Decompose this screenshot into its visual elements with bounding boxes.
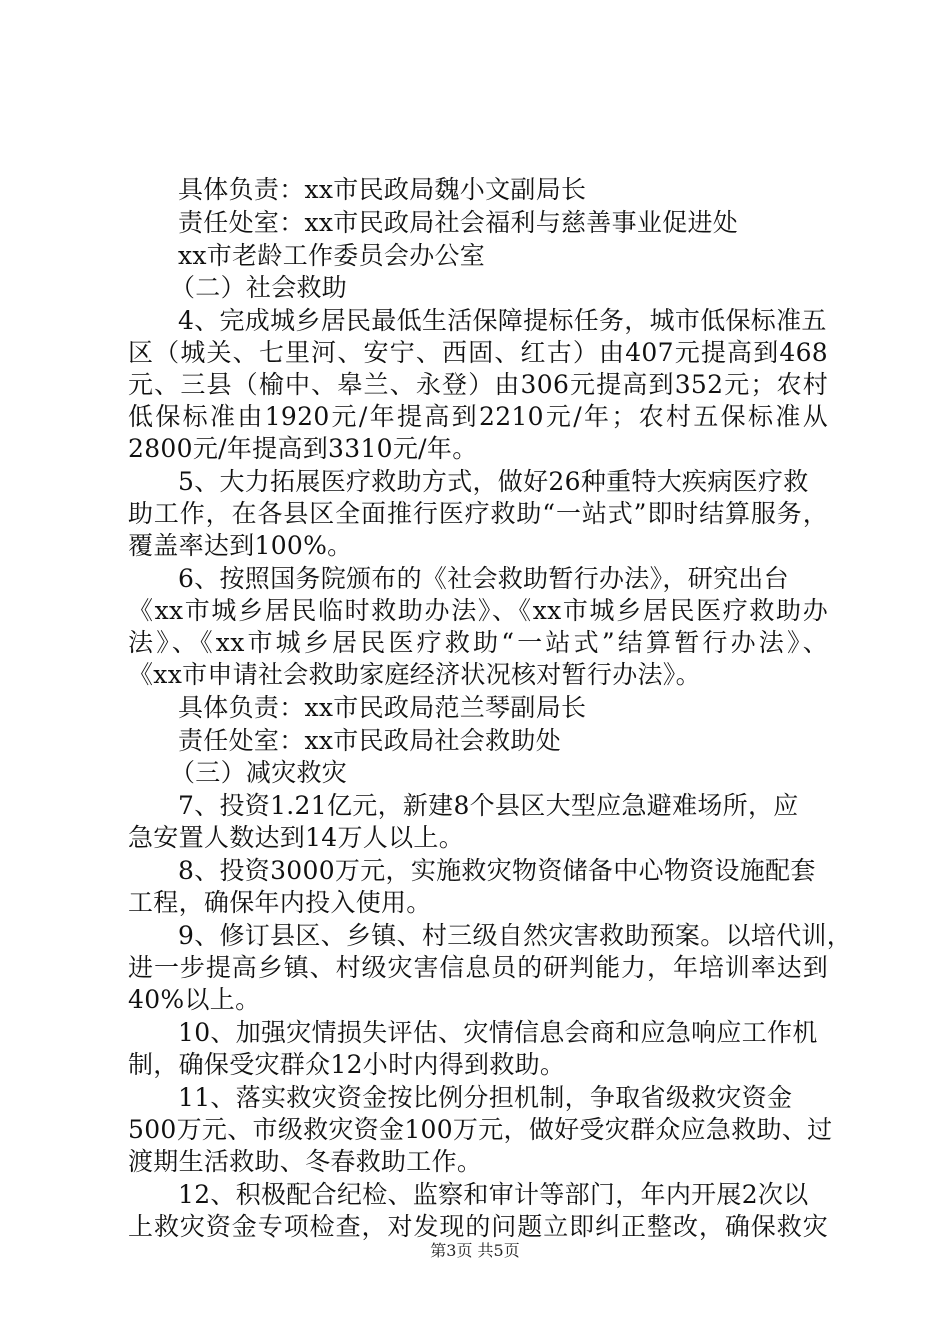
text-line: 10、加强灾情损失评估、灾情信息会商和应急响应工作机 [178,1018,818,1047]
text-line: 急安置人数达到14万人以上。 [128,823,465,852]
text-line: 2800元/年提高到3310元/年。 [128,434,478,463]
text-line: 进一步提高乡镇、村级灾害信息员的研判能力，年培训率达到 [128,953,828,982]
page-number-footer: 第3页 共5页 [430,1241,520,1260]
text-line: 具体负责：xx市民政局范兰琴副局长 [178,693,587,722]
text-line: 《xx市城乡居民临时救助办法》、《xx市城乡居民医疗救助办 [128,596,828,625]
text-line: 40%以上。 [128,985,261,1014]
text-line: 上救灾资金专项检查，对发现的问题立即纠正整改，确保救灾 [128,1212,828,1241]
text-line: 7、投资1.21亿元，新建8个县区大型应急避难场所，应 [178,791,799,820]
text-line: 6、按照国务院颁布的《社会救助暂行办法》，研究出台 [178,564,789,593]
text-line: 11、落实救灾资金按比例分担机制，争取省级救灾资金 [178,1083,793,1112]
text-line: 具体负责：xx市民政局魏小文副局长 [178,175,587,204]
text-line: 8、投资3000万元，实施救灾物资储备中心物资设施配套 [178,856,816,885]
text-line: 助工作，在各县区全面推行医疗救助“一站式”即时结算服务， [128,499,828,528]
text-line: 12、积极配合纪检、监察和审计等部门，年内开展2次以 [178,1180,809,1209]
section-heading: （二）社会救助 [170,273,348,302]
text-line: 区（城关、七里河、安宁、西固、红古）由407元提高到468 [128,338,828,367]
text-line: 责任处室：xx市民政局社会福利与慈善事业促进处 [178,208,739,237]
text-line: xx市老龄工作委员会办公室 [178,241,486,270]
text-line: 《xx市申请社会救助家庭经济状况核对暂行办法》。 [128,660,701,689]
text-line: 责任处室：xx市民政局社会救助处 [178,726,561,755]
text-line: 5、大力拓展医疗救助方式，做好26种重特大疾病医疗救 [178,467,809,496]
text-line: 4、完成城乡居民最低生活保障提标任务，城市低保标准五 [178,306,827,335]
text-line: 渡期生活救助、冬春救助工作。 [128,1147,483,1176]
text-line: 工程，确保年内投入使用。 [128,888,432,917]
text-line: 制，确保受灾群众12小时内得到救助。 [128,1050,566,1079]
text-line: 低保标准由1920元/年提高到2210元/年；农村五保标准从 [128,402,828,431]
text-line: 元、三县（榆中、皋兰、永登）由306元提高到352元；农村 [128,370,828,399]
section-heading: （三）减灾救灾 [170,758,348,787]
text-line: 500万元、市级救灾资金100万元，做好受灾群众应急救助、过 [128,1115,833,1144]
text-line: 法》、《xx市城乡居民医疗救助“一站式”结算暂行办法》、 [128,628,828,657]
text-line: 9、修订县区、乡镇、村三级自然灾害救助预案。以培代训， [178,921,853,950]
text-line: 覆盖率达到100%。 [128,531,353,560]
